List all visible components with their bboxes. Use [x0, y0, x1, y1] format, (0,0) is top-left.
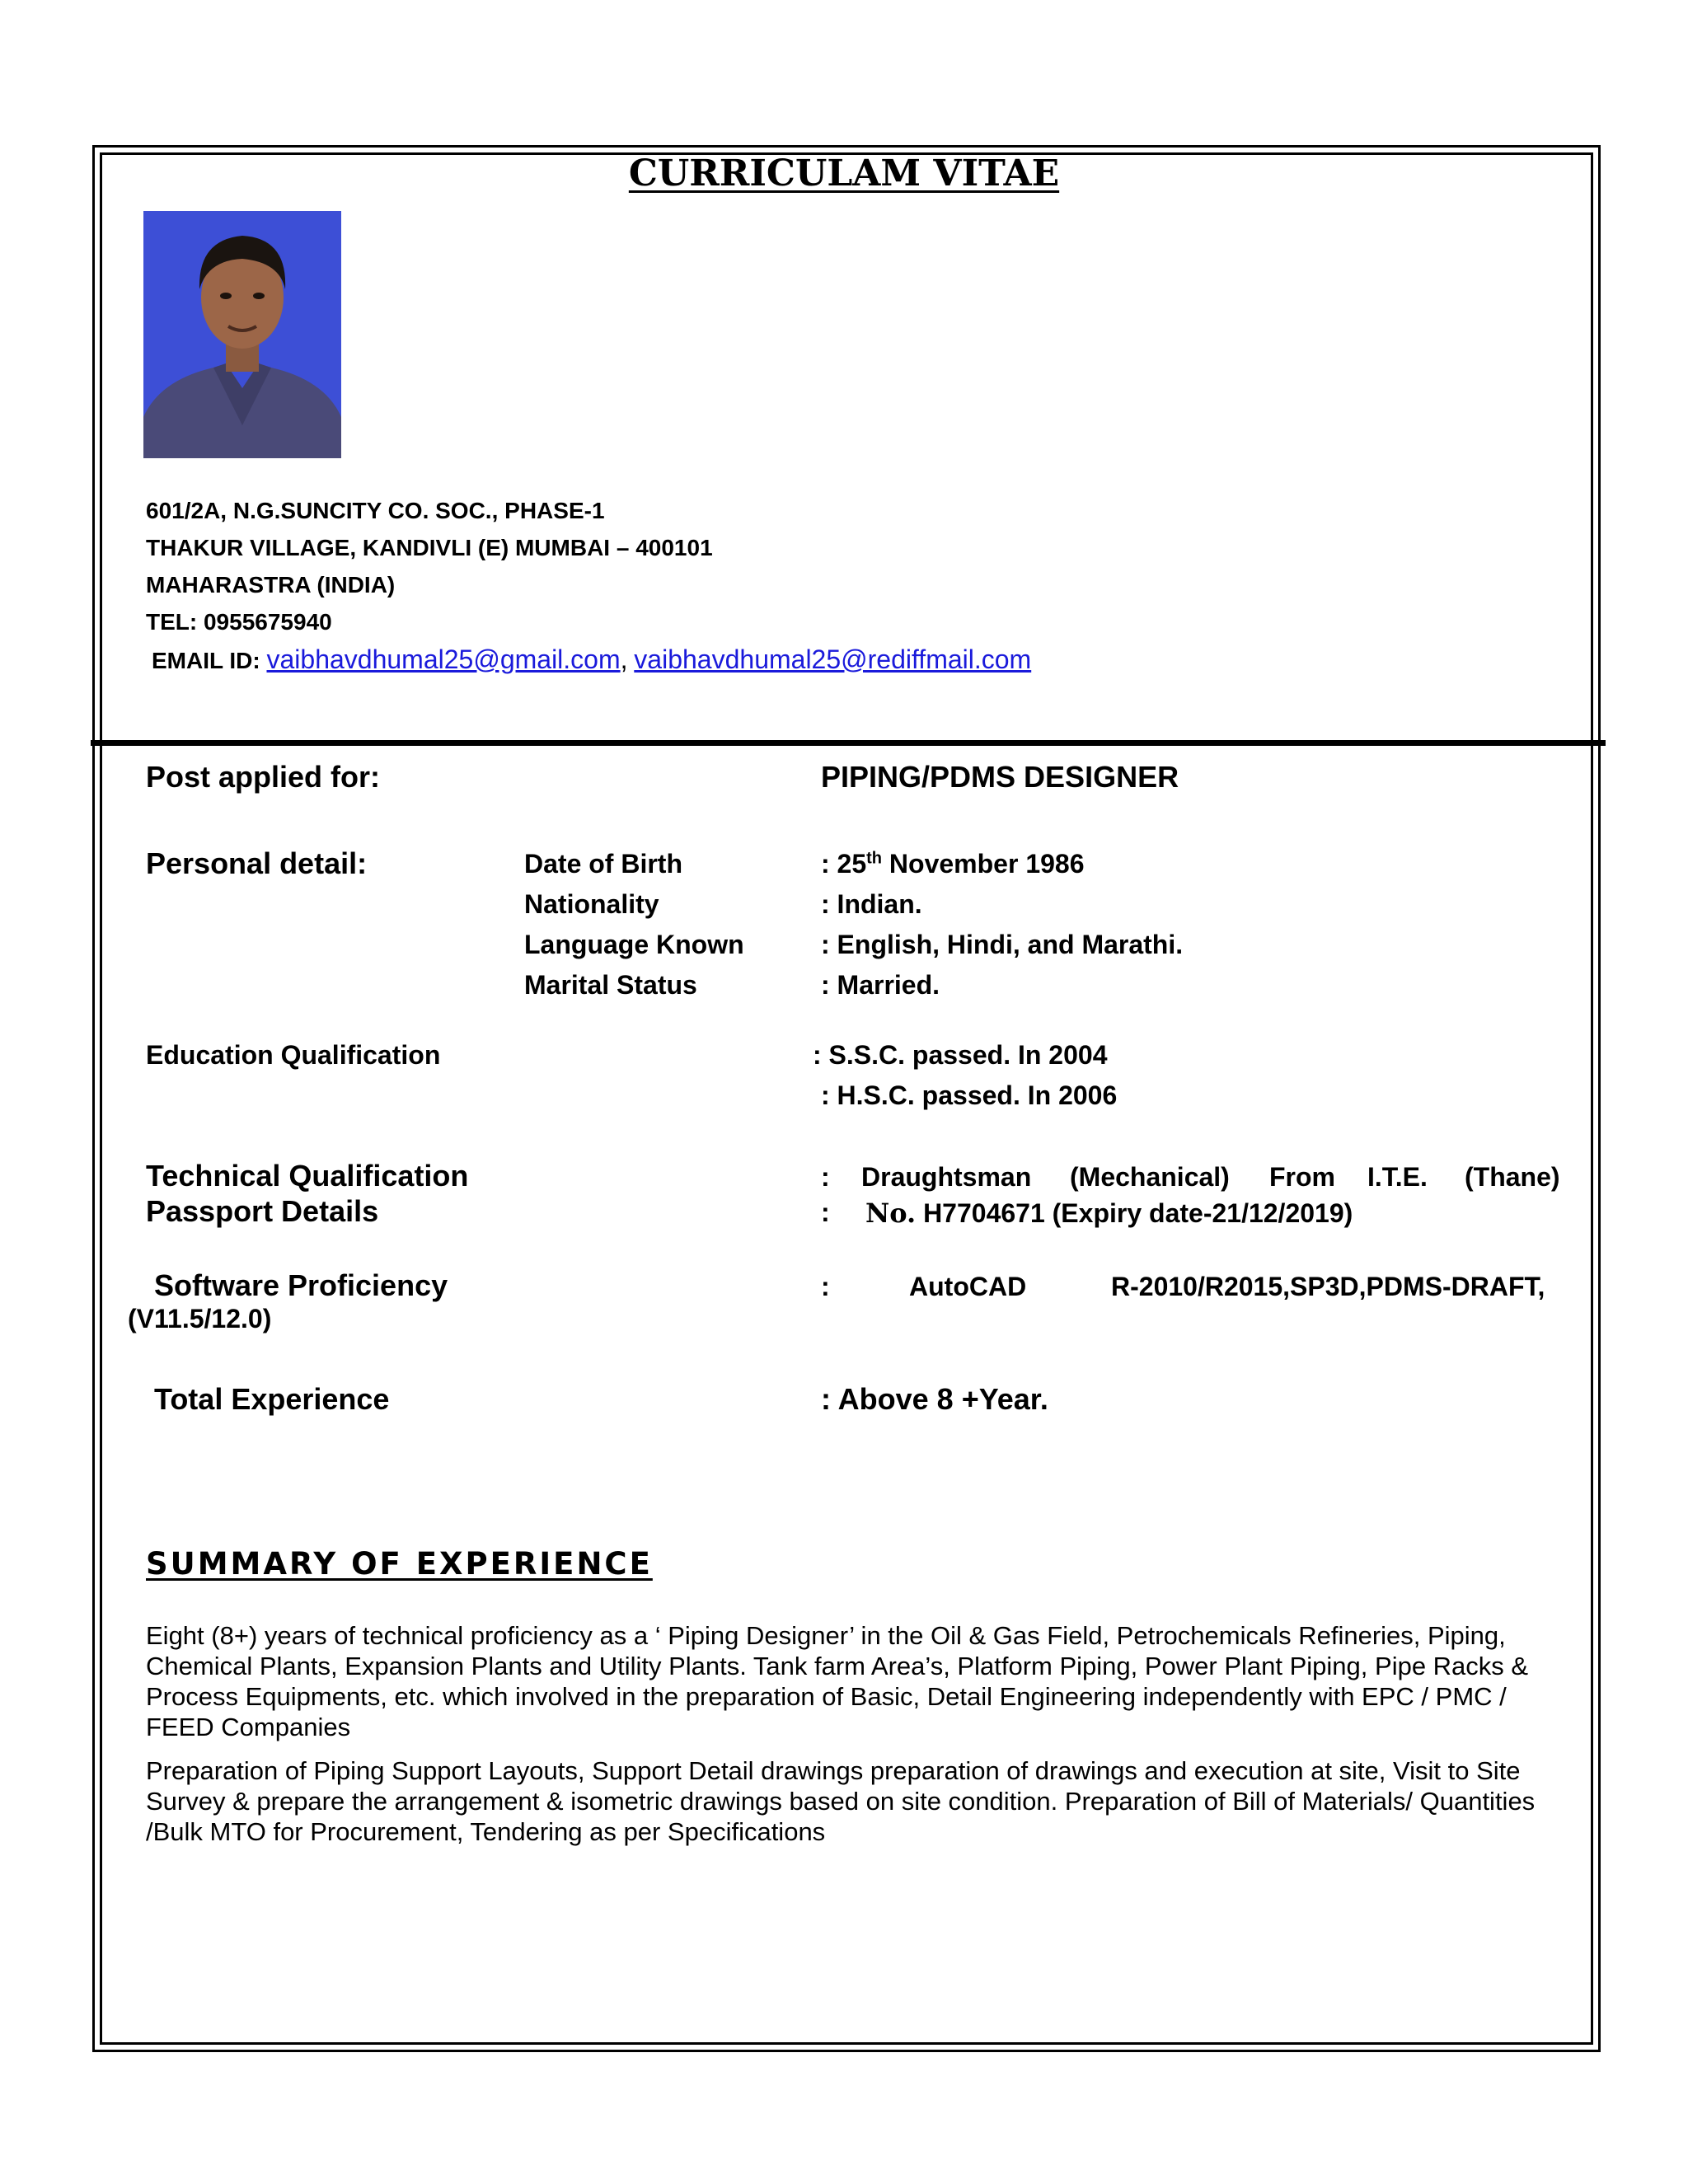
- passport-value: No. H7704671 (Expiry date-21/12/2019): [865, 1197, 1353, 1229]
- email-label: EMAIL ID:: [152, 648, 260, 673]
- section-divider: [91, 740, 1606, 746]
- software-label: Software Proficiency: [154, 1268, 448, 1302]
- address-line-1: 601/2A, N.G.SUNCITY CO. SOC., PHASE-1: [146, 498, 605, 523]
- software-version: (V11.5/12.0): [128, 1304, 272, 1333]
- address-line-2: THAKUR VILLAGE, KANDIVLI (E) MUMBAI – 400101: [146, 535, 713, 560]
- dob-value: : 25th November 1986: [821, 849, 1085, 879]
- summary-heading: SUMMARY OF EXPERIENCE: [146, 1546, 653, 1582]
- technical-colon: :: [821, 1162, 830, 1192]
- email-separator: ,: [620, 644, 628, 674]
- software-list: R-2010/R2015,SP3D,PDMS-DRAFT,: [1111, 1272, 1545, 1301]
- nationality-value: : Indian.: [821, 889, 922, 919]
- summary-paragraph-1: Eight (8+) years of technical proficiency as a ‘ Piping Designer’ in the Oil & Gas Field, Petrochemicals Refineries, Piping, Chemical Plants, Expansion Plants and Utility Plants. Tank farm Area’s, Platform Piping, Power Plant Piping, Pipe Racks & Process Equipments, etc. which involved in the preparation of Basic, Detail Engineering independently with EPC / PMC / FEED Companies: [146, 1621, 1529, 1741]
- software-autocad: AutoCAD: [909, 1272, 1027, 1301]
- address-line-3: MAHARASTRA (INDIA): [146, 572, 396, 598]
- education-hsc: : H.S.C. passed. In 2006: [821, 1080, 1118, 1110]
- technical-word-ite: I.T.E.: [1367, 1162, 1428, 1192]
- experience-value: : Above 8 +Year.: [821, 1382, 1048, 1416]
- document-title: CURRICULAM VITAE: [628, 152, 1060, 194]
- technical-word-mechanical: (Mechanical): [1070, 1162, 1230, 1192]
- passport-label: Passport Details: [146, 1194, 379, 1228]
- email-link-rediffmail[interactable]: vaibhavdhumal25@rediffmail.com: [634, 644, 1032, 674]
- profile-photo: [143, 211, 341, 458]
- software-colon: :: [821, 1272, 830, 1301]
- summary-paragraph-2: Preparation of Piping Support Layouts, Support Detail drawings preparation of drawings and execution at site, Visit to Site Survey & prepare the arrangement & isometric drawings based on site condition. Preparation of Bill of Materials/ Quantities /Bulk MTO for Procurement, Tendering as per Specifications: [146, 1756, 1536, 1846]
- dob-label: Date of Birth: [524, 849, 682, 879]
- email-row: [152, 644, 1031, 675]
- marital-label: Marital Status: [524, 970, 697, 1000]
- personal-detail-label: Personal detail:: [146, 846, 368, 880]
- marital-value: : Married.: [821, 970, 940, 1000]
- language-value: : English, Hindi, and Marathi.: [821, 930, 1184, 959]
- technical-word-draughtsman: Draughtsman: [861, 1162, 1032, 1192]
- nationality-label: Nationality: [524, 889, 659, 919]
- education-ssc: : S.S.C. passed. In 2004: [813, 1040, 1108, 1070]
- passport-colon: :: [821, 1197, 830, 1227]
- education-label: Education Qualification: [146, 1040, 441, 1070]
- post-applied-label: Post applied for:: [146, 760, 381, 794]
- language-label: Language Known: [524, 930, 744, 959]
- technical-label: Technical Qualification: [146, 1159, 469, 1193]
- email-link-gmail[interactable]: vaibhavdhumal25@gmail.com: [266, 644, 621, 674]
- telephone: TEL: 0955675940: [146, 609, 332, 635]
- person-portrait-icon: [143, 211, 341, 458]
- post-applied-value: PIPING/PDMS DESIGNER: [821, 760, 1179, 794]
- technical-word-from: From: [1269, 1162, 1335, 1192]
- technical-word-thane: (Thane): [1465, 1162, 1560, 1192]
- experience-label: Total Experience: [154, 1382, 390, 1416]
